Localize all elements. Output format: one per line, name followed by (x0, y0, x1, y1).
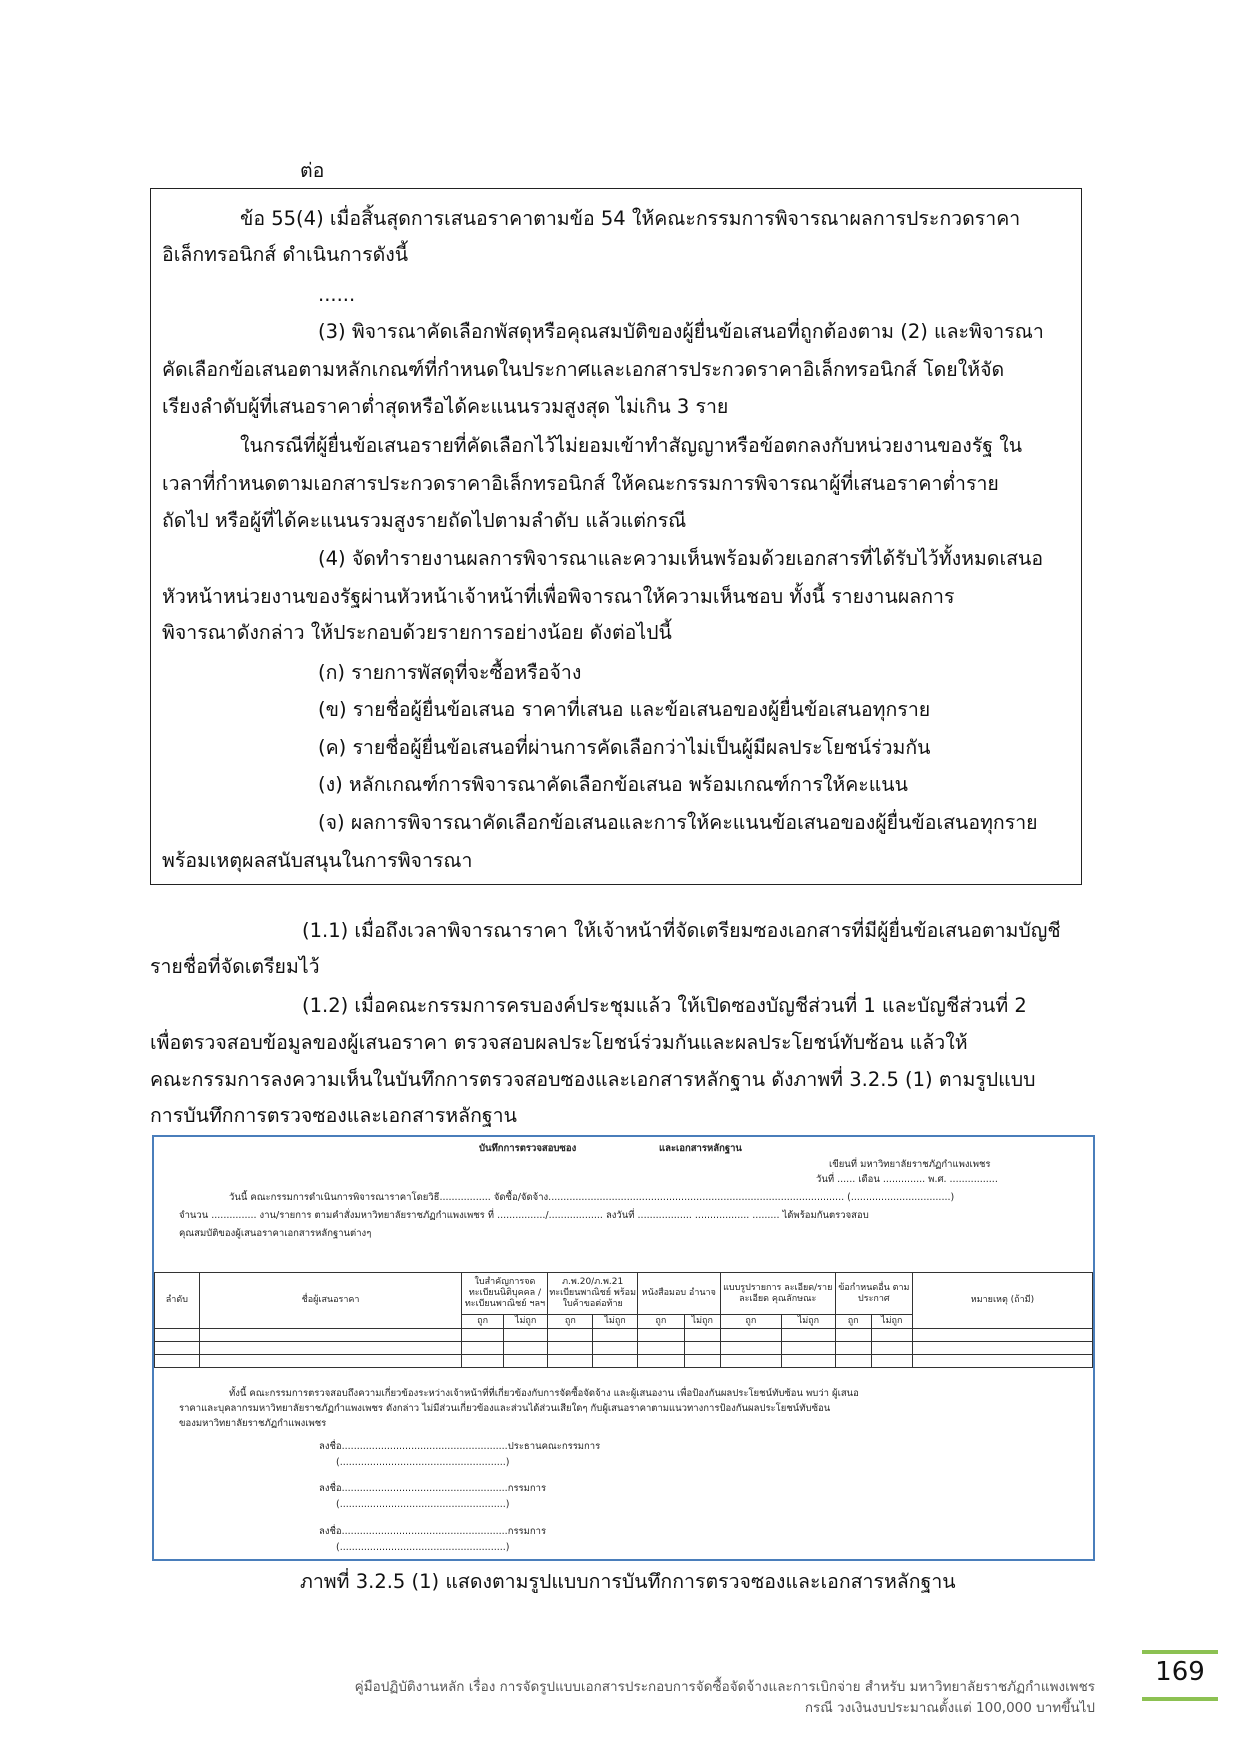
page-number-top-bar (1142, 1650, 1218, 1654)
quote-line: (ค) รายชื่อผู้ยื่นข้อเสนอที่ผ่านการคัดเลือกว่าไม่เป็นผู้มีผลประโยชน์ร่วมกัน (318, 736, 931, 759)
quote-line: ถัดไป หรือผู้ที่ได้คะแนนรวมสูงรายถัดไปตามลำดับ แล้วแต่กรณี (162, 509, 687, 532)
col-correct: ถูก (462, 1315, 503, 1329)
body-line: คณะกรรมการลงความเห็นในบันทึกการตรวจสอบซองและเอกสารหลักฐาน ดังภาพที่ 3.2.5 (1) ตามรูปแบบ (150, 1068, 1036, 1091)
table-row (155, 1342, 1093, 1355)
form-paragraph: ราคาและบุคลากรมหาวิทยาลัยราชภัฏกำแพงเพชร ดังกล่าว ไม่มีส่วนเกี่ยวข้องและส่วนได้ส่วนเสียใดๆ กับผู้เสนอราคาตามแนวทางการป้องกันผลประโยชน์ทับซ้อน (179, 1403, 831, 1414)
continued-label: ต่อ (300, 159, 325, 182)
body-line: เพื่อตรวจสอบข้อมูลของผู้เสนอราคา ตรวจสอบผลประโยชน์ร่วมกันและผลประโยชน์ทับซ้อน แล้วให้ (150, 1031, 968, 1054)
form-paragraph: ของมหาวิทยาลัยราชภัฏกำแพงเพชร (179, 1418, 327, 1429)
col-incorrect: ไม่ถูก (782, 1315, 836, 1329)
form-title: บันทึกการตรวจสอบซอง (479, 1143, 577, 1154)
figure-caption: ภาพที่ 3.2.5 (1) แสดงตามรูปแบบการบันทึกการตรวจซองและเอกสารหลักฐาน (300, 1570, 956, 1593)
signature-member: ลงชื่อ.......................................................กรรมการ (319, 1483, 547, 1494)
form-line: วันนี้ คณะกรรมการดำเนินการพิจารณาราคาโดยวิธี................. จัดซื้อ/จัดจ้าง.................................................................................................. (.................................) (229, 1192, 955, 1203)
body-line: (1.2) เมื่อคณะกรรมการครบองค์ประชุมแล้ว ให้เปิดซองบัญชีส่วนที่ 1 และบัญชีส่วนที่ 2 (302, 994, 1027, 1017)
col-header-spec: แบบรูปรายการ ละเอียด/รายละเอียด คุณลักษณะ (720, 1273, 835, 1315)
table-row (155, 1329, 1093, 1342)
quote-line: พิจารณาดังกล่าว ให้ประกอบด้วยรายการอย่างน้อย ดังต่อไปนี้ (162, 621, 672, 644)
form-line: จำนวน ............... งาน/รายการ ตามคำสั่งมหาวิทยาลัยราชภัฏกำแพงเพชร ที่ ................/.................. ลงวันที่ .................. .................. ......... ได้พร้อมกันตรวจสอบ (179, 1210, 869, 1221)
page-number-bottom-bar (1142, 1697, 1218, 1701)
quote-line: (4) จัดทำรายงานผลการพิจารณาและความเห็นพร้อมด้วยเอกสารที่ได้รับไว้ทั้งหมดเสนอ (318, 547, 1044, 570)
form-written-at: เขียนที่ มหาวิทยาลัยราชภัฏกำแพงเพชร (829, 1159, 991, 1170)
quote-line: (จ) ผลการพิจารณาคัดเลือกข้อเสนอและการให้คะแนนข้อเสนอของผู้ยื่นข้อเสนอทุกราย (318, 811, 1038, 834)
col-correct: ถูก (720, 1315, 781, 1329)
page-number: 169 (1155, 1657, 1205, 1687)
signature-name: (.......................................................) (336, 1457, 510, 1468)
quote-line: คัดเลือกข้อเสนอตามหลักเกณฑ์ที่กำหนดในประกาศและเอกสารประกวดราคาอิเล็กทรอนิกส์ โดยให้จัด (162, 358, 1005, 381)
quote-line: ข้อ 55(4) เมื่อสิ้นสุดการเสนอราคาตามข้อ 54 ให้คณะกรรมการพิจารณาผลการประกวดราคา (240, 207, 1021, 230)
col-correct: ถูก (637, 1315, 684, 1329)
quote-line: (3) พิจารณาคัดเลือกพัสดุหรือคุณสมบัติของผู้ยื่นข้อเสนอที่ถูกต้องตาม (2) และพิจารณา (318, 320, 1044, 343)
quote-line: หัวหน้าหน่วยงานของรัฐผ่านหัวหน้าเจ้าหน้าที่เพื่อพิจารณาให้ความเห็นชอบ ทั้งนี้ รายงานผลการ (162, 585, 955, 608)
table-row (155, 1355, 1093, 1368)
col-header-vat: ภ.พ.20/ภ.พ.21 ทะเบียนพาณิชย์ พร้อมใบค้าขอต่อท้าย (548, 1273, 637, 1315)
quote-line: เวลาที่กำหนดตามเอกสารประกวดราคาอิเล็กทรอนิกส์ ให้คณะกรรมการพิจารณาผู้ที่เสนอราคาต่ำราย (162, 472, 999, 495)
col-header-note: หมายเหตุ (ถ้ามี) (912, 1273, 1092, 1329)
col-header-other-terms: ข้อกำหนดอื่น ตามประกาศ (835, 1273, 912, 1315)
quote-line: พร้อมเหตุผลสนับสนุนในการพิจารณา (162, 849, 473, 872)
signature-chair: ลงชื่อ.......................................................ประธานคณะกรรมการ (319, 1441, 601, 1452)
col-incorrect: ไม่ถูก (503, 1315, 548, 1329)
quote-line: เรียงลำดับผู้ที่เสนอราคาต่ำสุดหรือได้คะแนนรวมสูงสุด ไม่เกิน 3 ราย (162, 395, 729, 418)
quote-line: (ก) รายการพัสดุที่จะซื้อหรือจ้าง (318, 661, 582, 684)
form-line: คุณสมบัติของผู้เสนอราคาเอกสารหลักฐานต่างๆ (179, 1228, 372, 1239)
form-title-2: และเอกสารหลักฐาน (659, 1143, 742, 1154)
col-incorrect: ไม่ถูก (593, 1315, 638, 1329)
col-header-registration: ใบสำคัญการจด ทะเบียนนิติบุคคล /ทะเบียนพาณิชย์ ฯลฯ (462, 1273, 548, 1315)
quote-line: ในกรณีที่ผู้ยื่นข้อเสนอรายที่คัดเลือกไว้ไม่ยอมเข้าทำสัญญาหรือข้อตกลงกับหน่วยงานของรัฐ ใน (240, 434, 1023, 457)
form-paragraph: ทั้งนี้ คณะกรรมการตรวจสอบถึงความเกี่ยวข้องระหว่างเจ้าหน้าที่ที่เกี่ยวข้องกับการจัดซื้อจัดจ้าง และผู้เสนองาน เพื่อป้องกันผลประโยชน์ทับซ้อน พบว่า ผู้เสนอ (229, 1388, 859, 1399)
signature-member: ลงชื่อ.......................................................กรรมการ (319, 1526, 547, 1537)
figure-form-screenshot (152, 1135, 1095, 1561)
quote-line: (ง) หลักเกณฑ์การพิจารณาคัดเลือกข้อเสนอ พร้อมเกณฑ์การให้คะแนน (318, 773, 908, 796)
form-date-line: วันที่ ...... เดือน .............. พ.ศ. ................ (816, 1174, 998, 1185)
col-header-name: ชื่อผู้เสนอราคา (199, 1273, 462, 1329)
col-correct: ถูก (835, 1315, 871, 1329)
quote-line: ...... (318, 283, 356, 306)
footer-title: คู่มือปฏิบัติงานหลัก เรื่อง การจัดรูปแบบเอกสารประกอบการจัดซื้อจัดจ้างและการเบิกจ่าย สำหรับ มหาวิทยาลัยราชภัฏกำแพงเพชร (354, 1679, 1095, 1695)
body-line: การบันทึกการตรวจซองและเอกสารหลักฐาน (150, 1104, 517, 1127)
form-checklist-table (154, 1272, 1093, 1368)
quote-line: (ข) รายชื่อผู้ยื่นข้อเสนอ ราคาที่เสนอ และข้อเสนอของผู้ยื่นข้อเสนอทุกราย (318, 698, 931, 721)
signature-name: (.......................................................) (336, 1542, 510, 1553)
col-header-power-of-attorney: หนังสือมอบ อำนาจ (637, 1273, 720, 1315)
quote-line: อิเล็กทรอนิกส์ ดำเนินการดังนี้ (162, 243, 409, 266)
col-header-no: ลำดับ (155, 1273, 200, 1329)
col-incorrect: ไม่ถูก (684, 1315, 720, 1329)
col-incorrect: ไม่ถูก (871, 1315, 912, 1329)
body-line: รายชื่อที่จัดเตรียมไว้ (150, 955, 320, 978)
body-line: (1.1) เมื่อถึงเวลาพิจารณาราคา ให้เจ้าหน้าที่จัดเตรียมซองเอกสารที่มีผู้ยื่นข้อเสนอตามบัญชี (302, 919, 1061, 942)
footer-subtitle: กรณี วงเงินงบประมาณตั้งแต่ 100,000 บาทขึ้นไป (804, 1700, 1095, 1716)
col-correct: ถูก (548, 1315, 593, 1329)
signature-name: (.......................................................) (336, 1499, 510, 1510)
